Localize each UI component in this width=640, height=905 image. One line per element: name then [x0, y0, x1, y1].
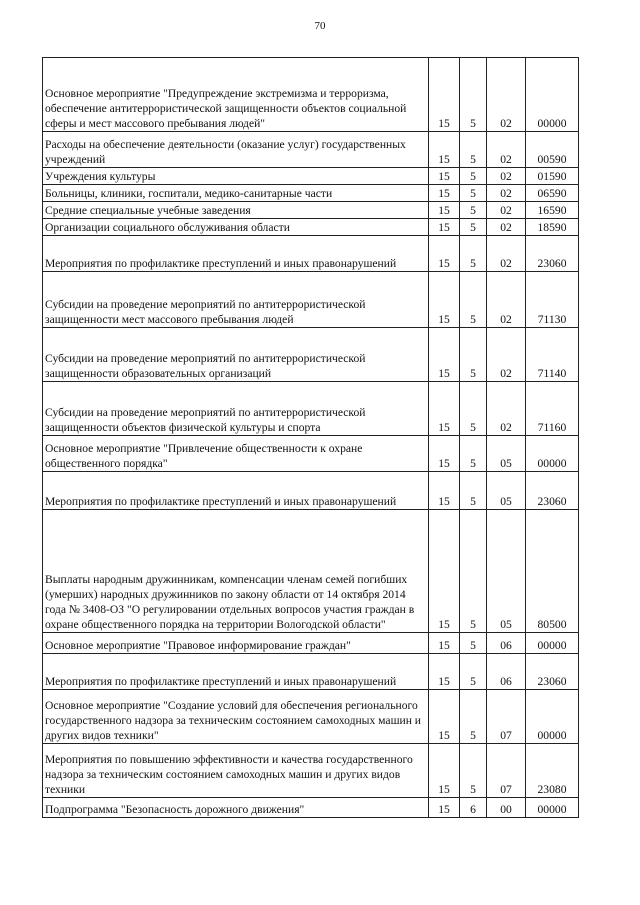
code-4: 00000: [526, 436, 579, 472]
table-row: [43, 58, 579, 132]
row-name: Мероприятия по повышению эффективности и качества государственного надзора за техническим состоянием самоходных машин и других видов техники: [43, 744, 429, 798]
table-row: [43, 472, 579, 510]
code-1: 15: [429, 472, 460, 510]
code-2: 5: [460, 328, 487, 382]
code-1: 15: [429, 654, 460, 690]
row-name: Учреждения культуры: [43, 168, 429, 185]
row-name: Мероприятия по профилактике преступлений и иных правонарушений: [43, 472, 429, 510]
code-1: 15: [429, 272, 460, 328]
code-4: 71140: [526, 328, 579, 382]
budget-table: [42, 57, 579, 818]
code-4: 00000: [526, 633, 579, 654]
code-1: 15: [429, 132, 460, 168]
row-name: Выплаты народным дружинникам, компенсации членам семей погибших (умерших) народных дружинников по закону области от 14 октября 2014 года № 3408-ОЗ "О регулировании отдельных вопросов участия граждан в охране общественного порядка на территории Вологодской области": [43, 510, 429, 633]
code-2: 6: [460, 798, 487, 818]
code-2: 5: [460, 272, 487, 328]
code-2: 5: [460, 219, 487, 236]
row-name: Субсидии на проведение мероприятий по антитеррористической защищенности объектов физической культуры и спорта: [43, 382, 429, 436]
code-4: 23060: [526, 472, 579, 510]
row-name: Средние специальные учебные заведения: [43, 202, 429, 219]
table-row: [43, 744, 579, 798]
code-1: 15: [429, 168, 460, 185]
table-row: [43, 798, 579, 818]
code-2: 5: [460, 58, 487, 132]
code-3: 06: [487, 633, 526, 654]
code-3: 07: [487, 744, 526, 798]
code-1: 15: [429, 744, 460, 798]
code-2: 5: [460, 690, 487, 744]
table-row: [43, 185, 579, 202]
code-3: 02: [487, 132, 526, 168]
code-3: 05: [487, 510, 526, 633]
code-1: 15: [429, 436, 460, 472]
code-2: 5: [460, 510, 487, 633]
row-name: Основное мероприятие "Предупреждение экстремизма и терроризма, обеспечение антитеррористической защищенности объектов социальной сферы и мест массового пребывания людей": [43, 58, 429, 132]
code-3: 02: [487, 272, 526, 328]
code-1: 15: [429, 633, 460, 654]
table-row: [43, 690, 579, 744]
table-row: [43, 382, 579, 436]
row-name: Мероприятия по профилактике преступлений и иных правонарушений: [43, 654, 429, 690]
code-4: 71160: [526, 382, 579, 436]
table-row: [43, 328, 579, 382]
row-name: Расходы на обеспечение деятельности (оказание услуг) государственных учреждений: [43, 132, 429, 168]
code-4: 00590: [526, 132, 579, 168]
row-name: Мероприятия по профилактике преступлений и иных правонарушений: [43, 236, 429, 272]
code-2: 5: [460, 132, 487, 168]
code-1: 15: [429, 510, 460, 633]
page-number: 70: [314, 20, 326, 32]
row-name: Организации социального обслуживания области: [43, 219, 429, 236]
code-4: 01590: [526, 168, 579, 185]
code-1: 15: [429, 690, 460, 744]
table-row: [43, 510, 579, 633]
table-row: [43, 236, 579, 272]
row-name: Основное мероприятие "Правовое информирование граждан": [43, 633, 429, 654]
code-2: 5: [460, 654, 487, 690]
code-4: 00000: [526, 798, 579, 818]
table-row: [43, 633, 579, 654]
code-3: 02: [487, 202, 526, 219]
code-2: 5: [460, 633, 487, 654]
code-3: 06: [487, 654, 526, 690]
code-4: 16590: [526, 202, 579, 219]
row-name: Больницы, клиники, госпитали, медико-санитарные части: [43, 185, 429, 202]
code-1: 15: [429, 219, 460, 236]
code-2: 5: [460, 168, 487, 185]
code-4: 23060: [526, 654, 579, 690]
code-3: 02: [487, 219, 526, 236]
row-name: Основное мероприятие "Привлечение общественности к охране общественного порядка": [43, 436, 429, 472]
code-4: 23060: [526, 236, 579, 272]
code-1: 15: [429, 58, 460, 132]
code-2: 5: [460, 382, 487, 436]
code-3: 07: [487, 690, 526, 744]
table-row: [43, 132, 579, 168]
code-1: 15: [429, 236, 460, 272]
code-4: 00000: [526, 58, 579, 132]
code-1: 15: [429, 202, 460, 219]
code-4: 00000: [526, 690, 579, 744]
code-3: 02: [487, 236, 526, 272]
code-2: 5: [460, 236, 487, 272]
table-row: [43, 654, 579, 690]
table-row: [43, 219, 579, 236]
table-row: [43, 168, 579, 185]
row-name: Основное мероприятие "Создание условий для обеспечения регионального государственного надзора за техническим состоянием самоходных машин и других видов техники": [43, 690, 429, 744]
table-row: [43, 272, 579, 328]
code-3: 02: [487, 58, 526, 132]
code-1: 15: [429, 798, 460, 818]
code-4: 71130: [526, 272, 579, 328]
code-1: 15: [429, 185, 460, 202]
code-3: 02: [487, 168, 526, 185]
code-2: 5: [460, 472, 487, 510]
row-name: Субсидии на проведение мероприятий по антитеррористической защищенности мест массового пребывания людей: [43, 272, 429, 328]
table-row: [43, 436, 579, 472]
code-3: 02: [487, 382, 526, 436]
code-1: 15: [429, 328, 460, 382]
code-2: 5: [460, 436, 487, 472]
code-3: 05: [487, 472, 526, 510]
table-row: [43, 202, 579, 219]
code-2: 5: [460, 202, 487, 219]
code-4: 23080: [526, 744, 579, 798]
code-4: 80500: [526, 510, 579, 633]
code-2: 5: [460, 185, 487, 202]
code-3: 02: [487, 185, 526, 202]
code-4: 18590: [526, 219, 579, 236]
code-3: 05: [487, 436, 526, 472]
row-name: Подпрограмма "Безопасность дорожного движения": [43, 798, 429, 818]
code-3: 00: [487, 798, 526, 818]
code-2: 5: [460, 744, 487, 798]
code-4: 06590: [526, 185, 579, 202]
row-name: Субсидии на проведение мероприятий по антитеррористической защищенности образовательных организаций: [43, 328, 429, 382]
code-3: 02: [487, 328, 526, 382]
code-1: 15: [429, 382, 460, 436]
